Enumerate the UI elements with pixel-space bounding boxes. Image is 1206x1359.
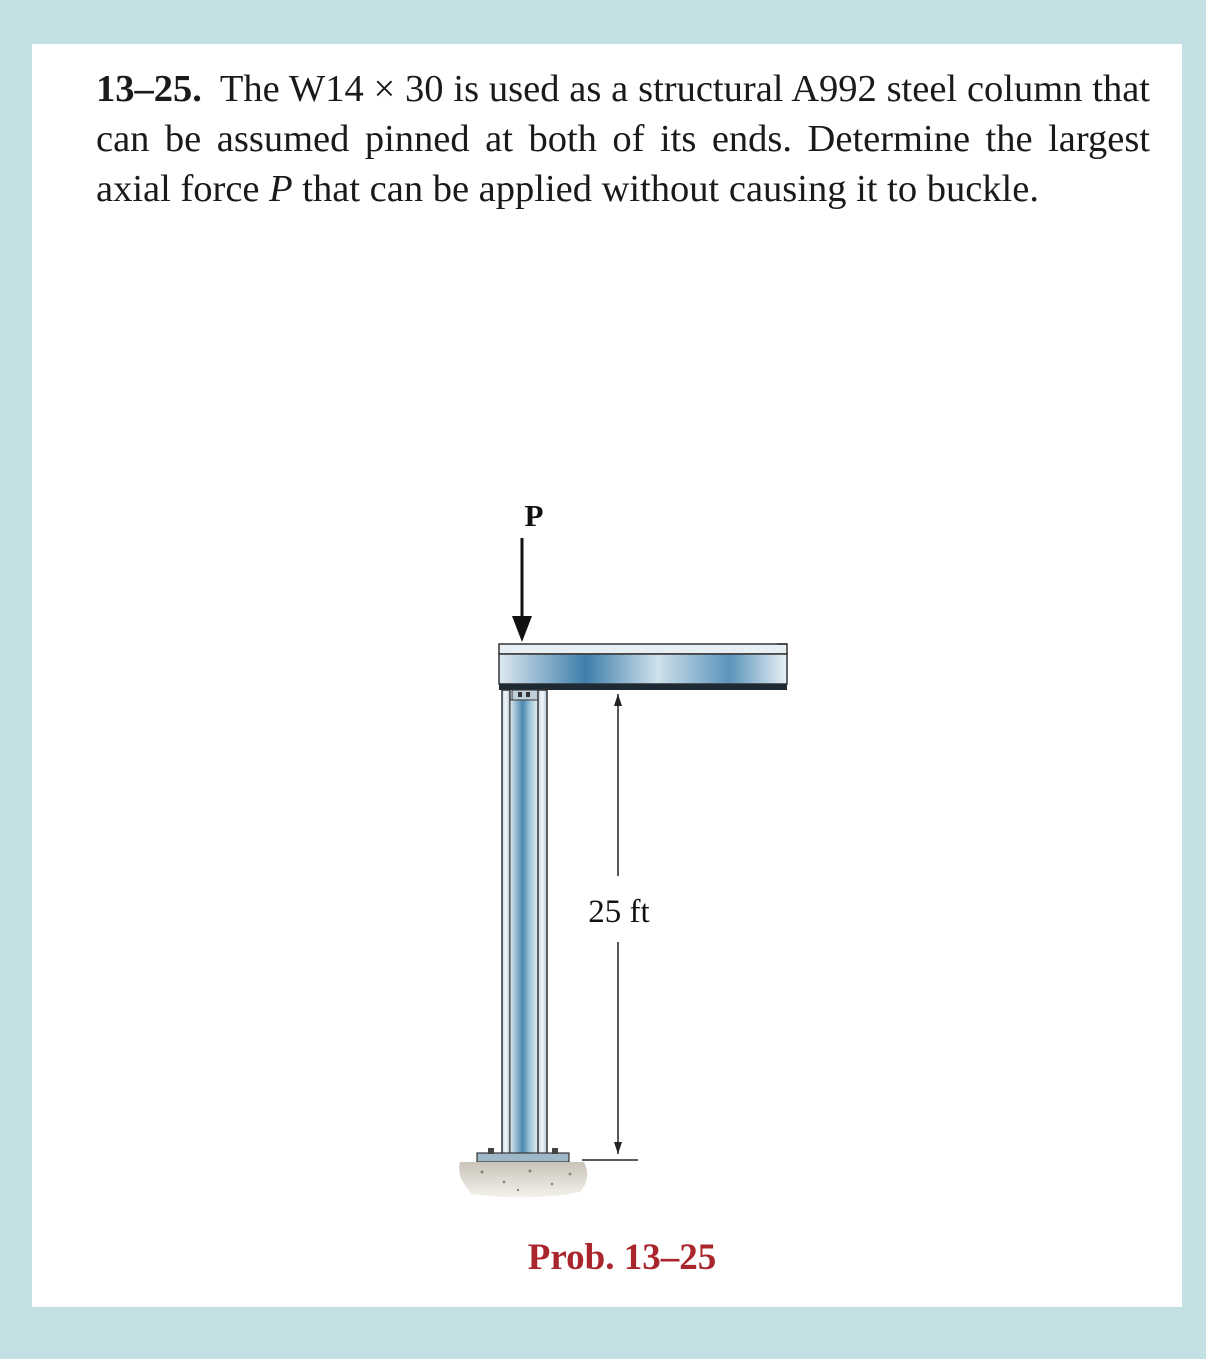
column-figure: [32, 44, 1182, 1307]
load-arrow: [512, 538, 532, 642]
load-label: P: [524, 498, 544, 533]
top-beam: [499, 644, 787, 690]
figure-caption: Prob. 13–25: [527, 1237, 717, 1278]
beam-column-connection: [512, 690, 540, 700]
page-card: [32, 44, 1182, 1307]
column: [502, 690, 547, 1160]
problem-number: 13–25.: [96, 68, 202, 110]
ground: [459, 1162, 587, 1198]
problem-text-part1: The W14 × 30 is used as a structural A992 steel column that can be assumed pinned at both of its ends. Determine the largest axial force: [96, 68, 1150, 210]
force-variable: P: [269, 168, 293, 210]
problem-text-part2: that can be applied without causing it to buckle.: [292, 168, 1039, 210]
length-label: 25 ft: [588, 894, 650, 930]
